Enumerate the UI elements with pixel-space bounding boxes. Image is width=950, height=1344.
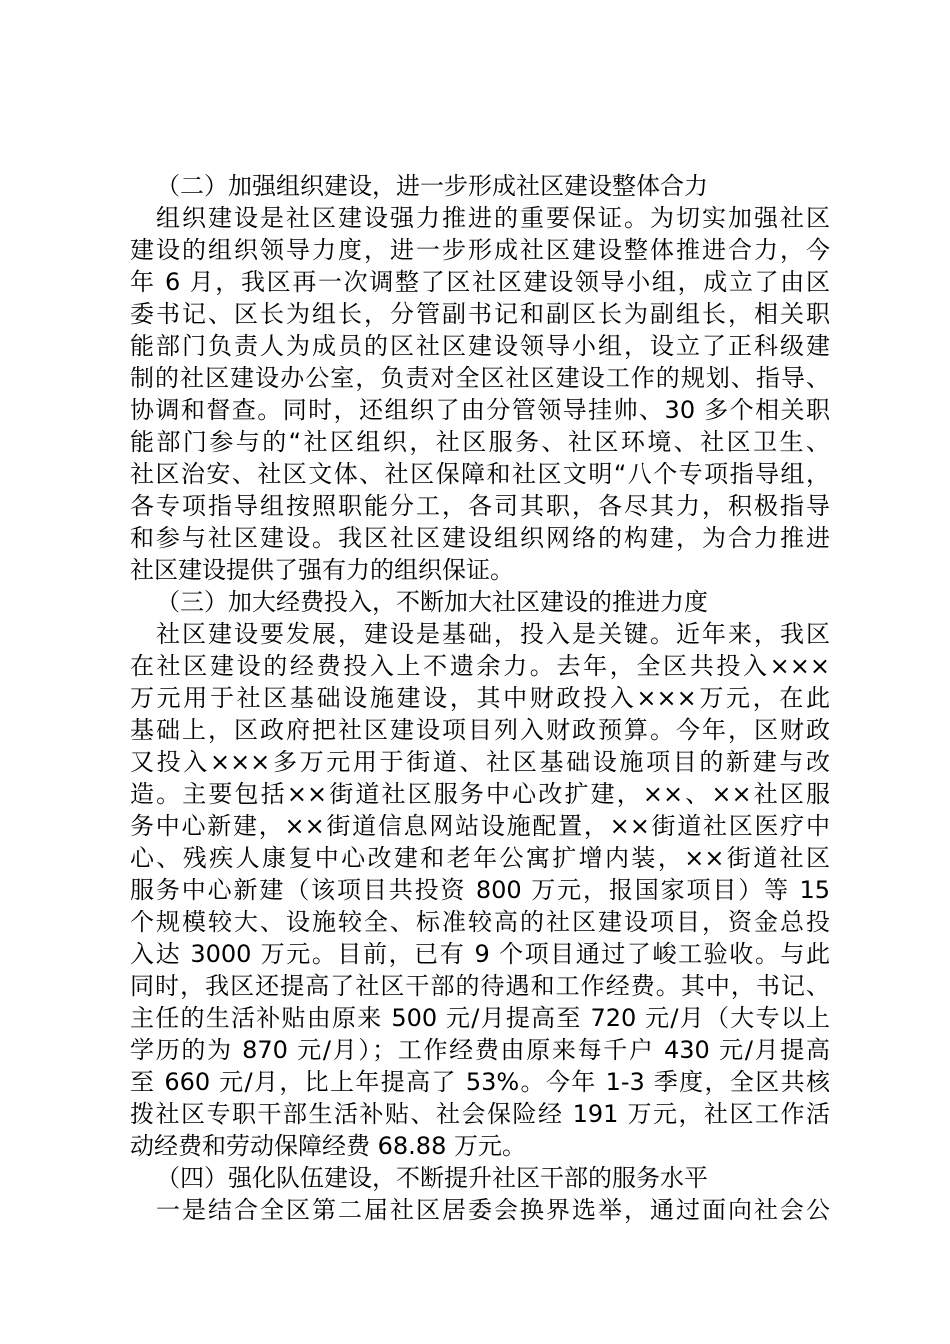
paragraph-line: 在社区建设的经费投入上不遗余力。去年，全区共投入××× bbox=[130, 652, 830, 680]
paragraph-line: 各专项指导组按照职能分工，各司其职，各尽其力，积极指导 bbox=[130, 492, 830, 520]
paragraph-line: 协调和督查。同时，还组织了由分管领导挂帅、30 多个相关职 bbox=[130, 396, 830, 424]
paragraph-line: 委书记、区长为组长，分管副书记和副区长为副组长，相关职 bbox=[130, 300, 830, 328]
paragraph-line: 组织建设是社区建设强力推进的重要保证。为切实加强社区 bbox=[156, 204, 830, 232]
paragraph-line: 社区治安、社区文体、社区保障和社区文明“八个专项指导组， bbox=[130, 460, 830, 488]
section-heading-2: （二）加强组织建设，进一步形成社区建设整体合力 bbox=[156, 172, 708, 200]
paragraph-line: 能部门负责人为成员的区社区建设领导小组，设立了正科级建 bbox=[130, 332, 830, 360]
paragraph-line: 造。主要包括××街道社区服务中心改扩建，××、××社区服 bbox=[130, 780, 830, 808]
paragraph-line: 年 6 月，我区再一次调整了区社区建设领导小组，成立了由区 bbox=[130, 268, 830, 296]
paragraph-line: 至 660 元/月，比上年提高了 53%。今年 1-3 季度，全区共核 bbox=[130, 1068, 830, 1096]
section-heading-3: （三）加大经费投入，不断加大社区建设的推进力度 bbox=[156, 588, 708, 616]
paragraph-line: 拨社区专职干部生活补贴、社会保险经 191 万元，社区工作活 bbox=[130, 1100, 830, 1128]
paragraph-line: 基础上，区政府把社区建设项目列入财政预算。今年，区财政 bbox=[130, 716, 830, 744]
paragraph-line: 制的社区建设办公室，负责对全区社区建设工作的规划、指导、 bbox=[130, 364, 830, 392]
paragraph-line: 同时，我区还提高了社区干部的待遇和工作经费。其中，书记、 bbox=[130, 972, 830, 1000]
paragraph-line: 心、残疾人康复中心改建和老年公寓扩增内装，××街道社区 bbox=[130, 844, 830, 872]
paragraph-line: 入达 3000 万元。目前，已有 9 个项目通过了峻工验收。与此 bbox=[130, 940, 830, 968]
paragraph-line: 动经费和劳动保障经费 68.88 万元。 bbox=[130, 1132, 526, 1160]
paragraph-line: 主任的生活补贴由原来 500 元/月提高至 720 元/月（大专以上 bbox=[130, 1004, 830, 1032]
section-heading-4: （四）强化队伍建设，不断提升社区干部的服务水平 bbox=[156, 1164, 708, 1192]
paragraph-line: 和参与社区建设。我区社区建设组织网络的构建，为合力推进 bbox=[130, 524, 830, 552]
paragraph-line: 务中心新建，××街道信息网站设施配置，××街道社区医疗中 bbox=[130, 812, 830, 840]
paragraph-line: 社区建设要发展，建设是基础，投入是关键。近年来，我区 bbox=[156, 620, 830, 648]
paragraph-line: 学历的为 870 元/月）；工作经费由原来每千户 430 元/月提高 bbox=[130, 1036, 830, 1064]
paragraph-line: 一是结合全区第二届社区居委会换界选举，通过面向社会公 bbox=[156, 1196, 830, 1224]
paragraph-line: 万元用于社区基础设施建设，其中财政投入×××万元，在此 bbox=[130, 684, 830, 712]
paragraph-line: 建设的组织领导力度，进一步形成社区建设整体推进合力，今 bbox=[130, 236, 830, 264]
paragraph-line: 能部门参与的“社区组织，社区服务、社区环境、社区卫生、 bbox=[130, 428, 830, 456]
paragraph-line: 服务中心新建（该项目共投资 800 万元，报国家项目）等 15 bbox=[130, 876, 830, 904]
paragraph-line: 社区建设提供了强有力的组织保证。 bbox=[130, 556, 514, 584]
paragraph-line: 又投入×××多万元用于街道、社区基础设施项目的新建与改 bbox=[130, 748, 830, 776]
paragraph-line: 个规模较大、设施较全、标准较高的社区建设项目，资金总投 bbox=[130, 908, 830, 936]
